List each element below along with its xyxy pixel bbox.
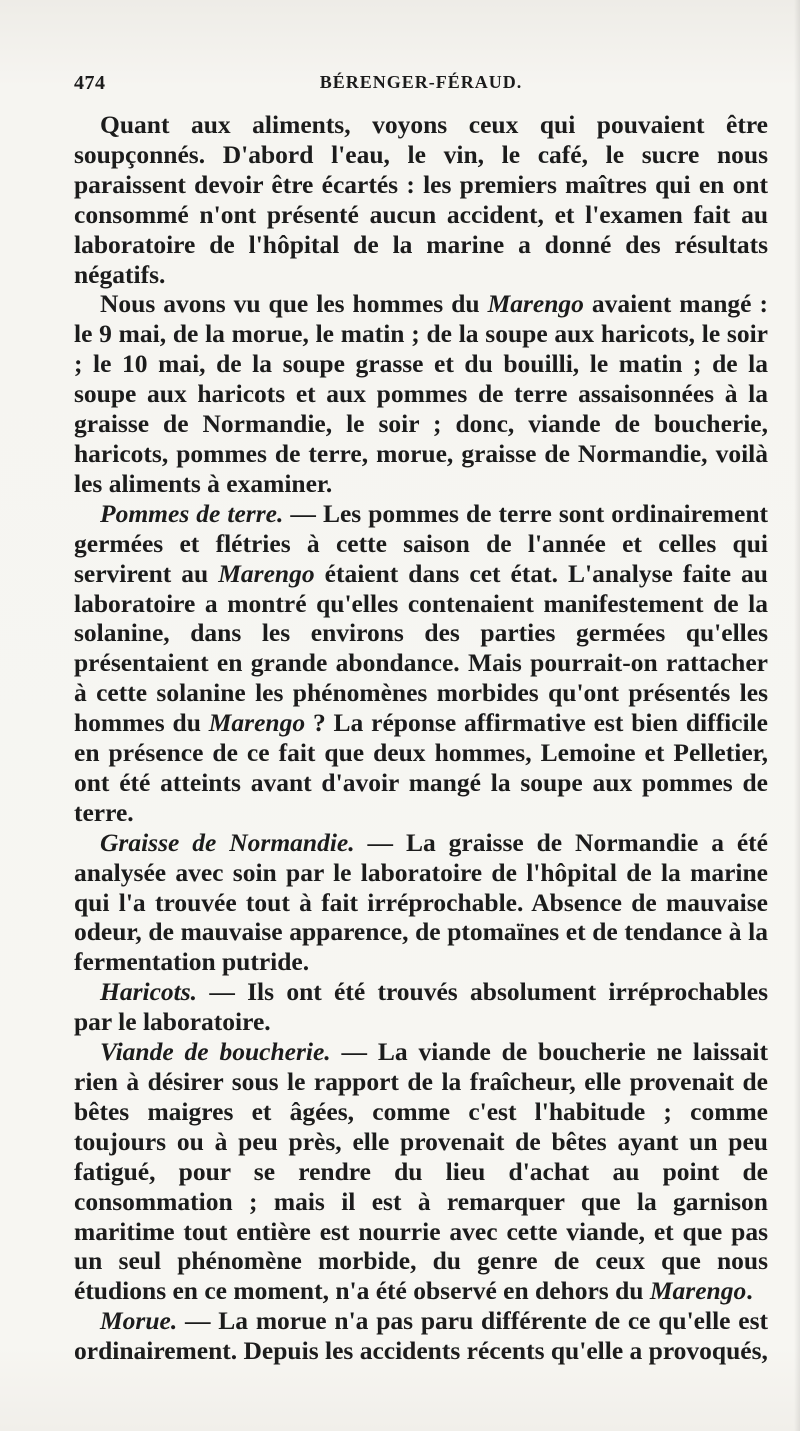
paragraph [74, 1306, 768, 1366]
page-edge-shadow [794, 0, 800, 1431]
paragraph-text: Quant aux aliments, voyons ceux qui pouvaient être soupçonnés. D'abord l'eau, le vin, le café, le sucre nous paraissent devoir être écartés : les premiers maîtres qui en ont consommé n'ont présenté aucun accident, et l'examen fait au laboratoire de l'hôpital de la marine a donné des résultats négatifs. [74, 110, 768, 289]
paragraph [74, 499, 768, 828]
section-lead: Graisse de Normandie. [100, 827, 355, 857]
ship-name: Marengo [208, 708, 306, 738]
section-lead: Morue. [100, 1306, 178, 1336]
paragraph-text: — Ils ont été trouvés absolument irréprochables par le laboratoire. [74, 977, 768, 1037]
section-lead: Viande de boucherie. [100, 1037, 331, 1067]
paragraph [74, 828, 768, 978]
paragraph-text: — La graisse de Normandie a été analysée avec soin par le laboratoire de l'hôpital de la marine qui l'a trouvée tout à fait irréprochable. Absence de mauvaise odeur, de mauvaise apparence, de ptomaïnes et de tendance à la fermentation putride. [74, 827, 768, 977]
ship-name: Marengo [649, 1276, 747, 1306]
ship-name: Marengo [218, 558, 315, 588]
ship-name: Marengo [487, 289, 584, 319]
paragraph-text: — La viande de boucherie ne laissait rien à désirer sous le rapport de la fraîcheur, elle provenait de bêtes maigres et âgées, comme c'est l'habitude ; comme toujours ou à peu près, elle provenait de bêtes ayant un peu fatigué, pour se rendre du lieu d'achat au point de consommation ; mais il est à remarquer que la garnison maritime tout entière est nourrie avec cette viande, et que pas un seul phénomène morbide, du genre de ceux que nous étudions en ce moment, n'a été observé en dehors du Marengo. [74, 1037, 768, 1306]
paragraph [74, 110, 768, 289]
paragraph [74, 289, 768, 498]
paragraph [74, 977, 768, 1037]
paragraph-text: — La morue n'a pas paru différente de ce qu'elle est ordinairement. Depuis les accidents récents qu'elle a provoqués, [74, 1306, 768, 1366]
paragraph-text: — Les pommes de terre sont ordinairement germées et flétries à cette saison de l'année et celles qui servirent au Marengo étaient dans cet état. L'analyse faite au laboratoire a montré qu'elles contenaient manifestement de la solanine, dans les environs des parties germées qu'elles présentaient en grande abondance. Mais pourrait-on rattacher à cette solanine les phénomènes morbides qu'ont présentés les hommes du Marengo ? La réponse affirmative est bien difficile en présence de ce fait que deux hommes, Lemoine et Pelletier, ont été atteints avant d'avoir mangé la soupe aux pommes de terre. [74, 498, 768, 827]
page-body [74, 110, 768, 1366]
page-number: 474 [74, 72, 106, 94]
paragraph-text: Nous avons vu que les hommes du Marengo avaient mangé : le 9 mai, de la morue, le matin ; de la soupe aux haricots, le soir ; le 10 mai, de la soupe grasse et du bouilli, le matin ; de la soupe aux haricots et aux pommes de terre assaisonnées à la graisse de Normandie, le soir ; donc, viande de boucherie, haricots, pommes de terre, morue, graisse de Normandie, voilà les aliments à examiner. [74, 289, 768, 498]
running-head: BÉRENGER-FÉRAUD. [319, 72, 523, 92]
section-lead: Pommes de terre. [100, 498, 284, 528]
paragraph [74, 1037, 768, 1306]
section-lead: Haricots. [100, 977, 198, 1007]
page-header [74, 72, 768, 102]
